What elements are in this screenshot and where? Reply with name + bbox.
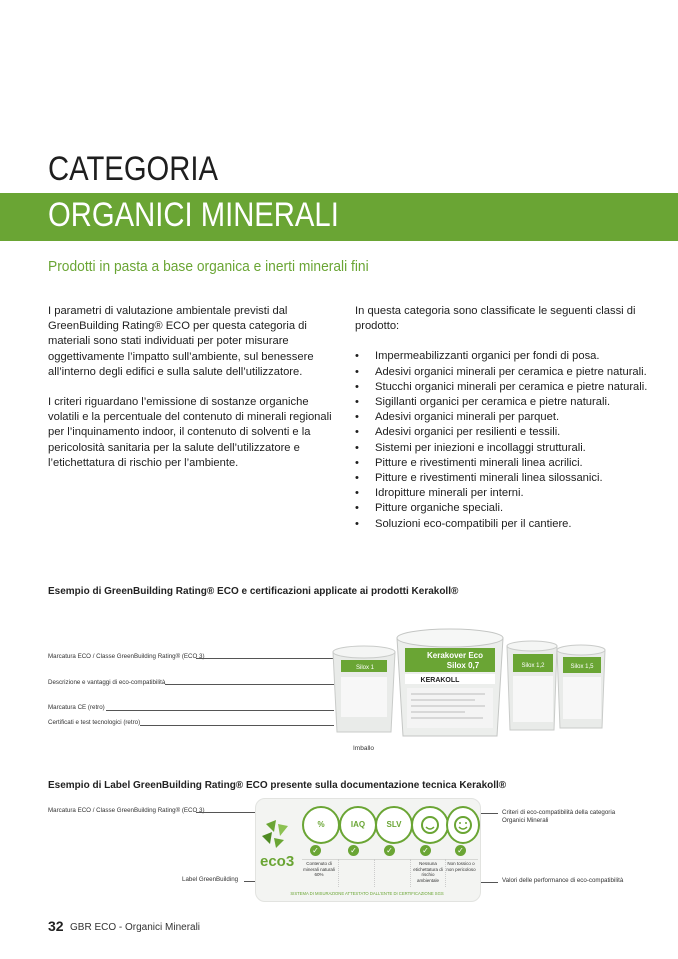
certification-footer: SISTEMA DI MISURAZIONE ATTESTATO DALL'ENTE DI CERTIFICAZIONE SGS <box>290 891 444 896</box>
slv-icon: SLV <box>375 806 413 844</box>
callout-line <box>478 882 498 883</box>
list-item: • Adesivi organici per resilienti e tessili. <box>355 425 645 440</box>
bucket-label: Silox 1,2 <box>521 663 545 669</box>
check-icon: ✓ <box>420 845 431 856</box>
callout-eco-marking-label: Marcatura ECO / Classe GreenBuilding Rating® (ECO 3) <box>48 807 205 814</box>
list-item: • Stucchi organici minerali per ceramica e pietre naturali. <box>355 380 645 395</box>
eco3-badge <box>258 818 302 870</box>
bucket-label: Silox 1,5 <box>570 664 594 670</box>
list-item: • Idropitture minerali per interni. <box>355 486 645 501</box>
list-item: • Adesivi organici minerali per parquet. <box>355 410 645 425</box>
criteria-paragraph: I criteri riguardano l’emissione di sostanze organiche volatili e la percentuale del contenuto di minerali regionali per l’inquinamento indoor, il contenuto di solventi e la pericolosità sanitaria per la salute dell’utilizzatore e l’etichettatura di rischio per l’ambiente. <box>48 396 332 469</box>
divider <box>374 859 375 887</box>
callout-line <box>478 813 498 814</box>
category-name: ORGANICI MINERALI <box>48 196 339 234</box>
callout-line <box>196 812 260 813</box>
right-column <box>355 304 648 532</box>
packaging-caption: Imballo <box>353 745 374 752</box>
callout-description: Descrizione e vantaggi di eco-compatibilità <box>48 679 166 686</box>
example2-heading: Esempio di Label GreenBuilding Rating® ECO presente sulla documentazione tecnica Kerakoll® <box>48 780 507 791</box>
health-care-icon <box>446 806 480 844</box>
bucket-small <box>557 645 605 728</box>
low-ecological-impact-icon <box>411 806 449 844</box>
bucket-small <box>507 641 557 730</box>
intro-paragraph: I parametri di valutazione ambientale previsti dal GreenBuilding Rating® ECO per questa categoria di materiali sono stati individuati per poter misurare oggettivamente l’impatto sull’ambiente, sul benessere all’interno degli edifici e sulla salute dell’utilizzatore. <box>48 305 314 378</box>
example1-heading: Esempio di GreenBuilding Rating® ECO e certificazioni applicate ai prodotti Kerakoll® <box>48 586 459 597</box>
callout-line <box>140 725 334 726</box>
bucket-main <box>397 629 503 736</box>
callout-ce-marking: Marcatura CE (retro) <box>48 704 105 711</box>
page-section: GBR ECO - Organici Minerali <box>70 922 201 933</box>
value-toxicity: Non tossico o non pericoloso <box>446 861 476 872</box>
bucket-small <box>333 646 395 732</box>
kerakoll-logo: KERAKOLL <box>420 677 460 684</box>
callout-label-greenbuilding: Label GreenBuilding <box>182 876 239 883</box>
category-title: CATEGORIA <box>48 150 219 188</box>
regional-mineral-icon: % <box>302 806 340 844</box>
list-item: • Soluzioni eco-compatibili per il cantiere. <box>355 517 645 532</box>
bucket-label: Silox 1 <box>355 665 375 671</box>
list-item: • Sistemi per iniezioni e incollaggi strutturali. <box>355 441 645 456</box>
callout-certificates: Certificati e test tecnologici (retro) <box>48 719 141 726</box>
callout-line <box>165 684 334 685</box>
callout-eco-marking: Marcatura ECO / Classe GreenBuilding Rating® (ECO 3) <box>48 653 205 660</box>
list-item: • Adesivi organici minerali per ceramica e pietre naturali. <box>355 365 645 380</box>
callout-criteria: Criteri di eco-compatibilità della categoria Organici Minerali <box>502 809 616 824</box>
category-subtitle: Prodotti in pasta a base organica e inerti minerali fini <box>48 258 369 275</box>
bucket-image <box>325 622 630 742</box>
divider <box>410 859 411 887</box>
product-class-list <box>355 349 648 531</box>
iaq-icon: IAQ <box>339 806 377 844</box>
classes-intro: In questa categoria sono classificate le seguenti classi di prodotto: <box>355 305 636 333</box>
value-mineral-content: Contenuto di minerali naturali 60% <box>303 861 335 877</box>
check-icon: ✓ <box>384 845 395 856</box>
divider <box>445 859 446 887</box>
check-icon: ✓ <box>348 845 359 856</box>
bucket-brand: Kerakover Eco <box>426 651 484 660</box>
callout-line <box>196 658 334 659</box>
check-icon: ✓ <box>310 845 321 856</box>
list-item: • Impermeabilizzanti organici per fondi di posa. <box>355 349 645 364</box>
bucket-product-name: Silox 0,7 <box>446 661 480 670</box>
list-item: • Pitture e rivestimenti minerali linea acrilici. <box>355 456 645 471</box>
divider <box>338 859 339 887</box>
page-number: 32 <box>48 918 64 934</box>
list-item: • Pitture organiche speciali. <box>355 501 645 516</box>
callout-performance-values: Valori delle performance di eco-compatibilità <box>502 877 624 884</box>
check-icon: ✓ <box>455 845 466 856</box>
eco-class-text: eco3 <box>260 853 295 870</box>
list-item: • Sigillanti organici per ceramica e pietre naturali. <box>355 395 645 410</box>
left-column <box>48 304 338 486</box>
value-risk-labelling: Nessuna etichettatura di rischio ambientale <box>413 861 443 883</box>
list-item: • Pitture e rivestimenti minerali linea silossanici. <box>355 471 645 486</box>
callout-line <box>106 710 334 711</box>
